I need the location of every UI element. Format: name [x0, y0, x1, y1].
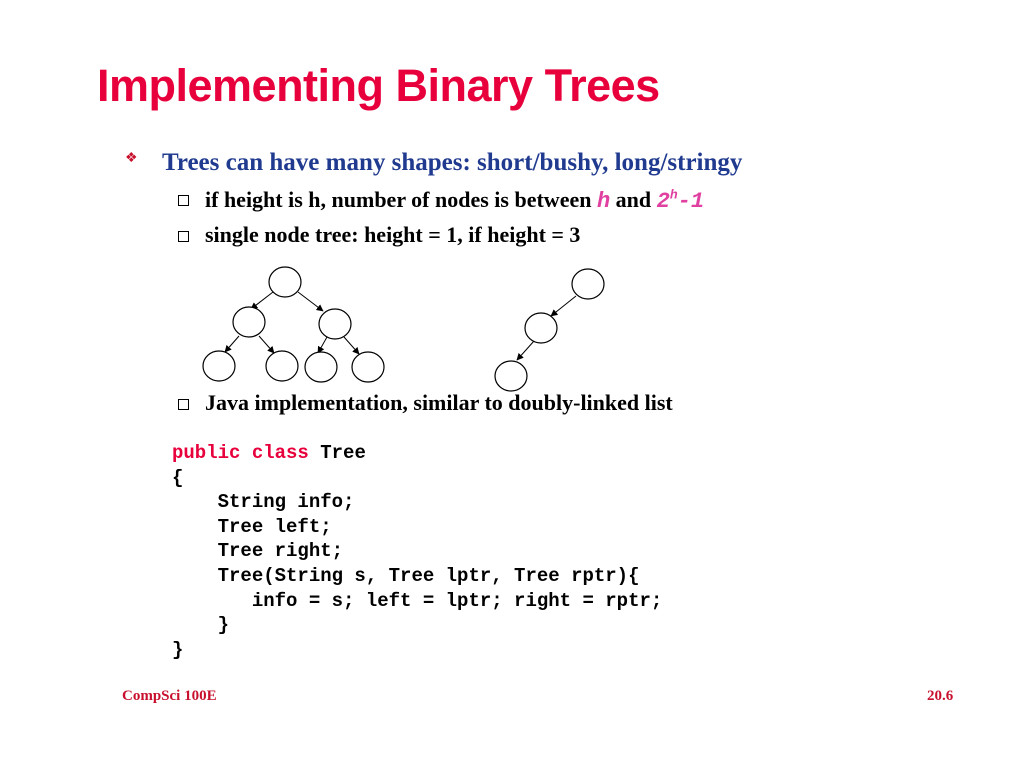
code-line: Tree left;: [172, 516, 332, 538]
edge: [344, 337, 359, 354]
height-nodes-text: if height is h, number of nodes is between: [205, 187, 597, 212]
math-two: 2: [656, 189, 670, 214]
diamond-bullet-icon: ❖: [125, 150, 138, 166]
keyword-class: class: [251, 442, 309, 464]
edge: [251, 292, 273, 309]
footer-slide-number: 20.6: [927, 688, 954, 704]
tree-node: [525, 313, 557, 343]
class-name: Tree: [308, 442, 366, 464]
edge: [551, 296, 576, 316]
slide-title: Implementing Binary Trees: [97, 60, 660, 111]
keyword-public: public: [172, 442, 241, 464]
tree-node: [269, 267, 301, 297]
code-line: {: [172, 467, 184, 489]
bullet-java-impl: Java implementation, similar to doubly-linked list: [205, 390, 673, 415]
tree-node: [233, 307, 265, 337]
edge: [298, 292, 323, 311]
tree-node: [203, 351, 235, 381]
edge: [318, 337, 327, 353]
edge: [225, 336, 239, 352]
edge: [517, 341, 534, 360]
tree-node: [319, 309, 351, 339]
tree-node: [266, 351, 298, 381]
bullet-trees-shapes: Trees can have many shapes: short/bushy, long/stringy: [162, 149, 743, 176]
tree-node: [305, 352, 337, 382]
tree-node: [495, 361, 527, 391]
tree-node: [352, 352, 384, 382]
math-minus-one: -1: [677, 189, 705, 214]
code-line: info = s; left = lptr; right = rptr;: [172, 590, 663, 612]
square-bullet-icon: [178, 399, 189, 410]
and-text: and: [610, 187, 657, 212]
math-exponent: h: [669, 187, 678, 203]
code-line: }: [172, 639, 184, 661]
bullet-single-node: single node tree: height = 1, if height = 3: [205, 222, 581, 247]
code-line: Tree(String s, Tree lptr, Tree rptr){: [172, 565, 640, 587]
code-line-class-decl: [172, 442, 366, 464]
code-line: Tree right;: [172, 540, 344, 562]
code-line: }: [172, 614, 230, 636]
math-h: h: [596, 189, 611, 214]
edge: [259, 336, 274, 353]
tree-node: [572, 269, 604, 299]
footer-course: CompSci 100E: [122, 688, 217, 704]
code-line: String info;: [172, 491, 355, 513]
